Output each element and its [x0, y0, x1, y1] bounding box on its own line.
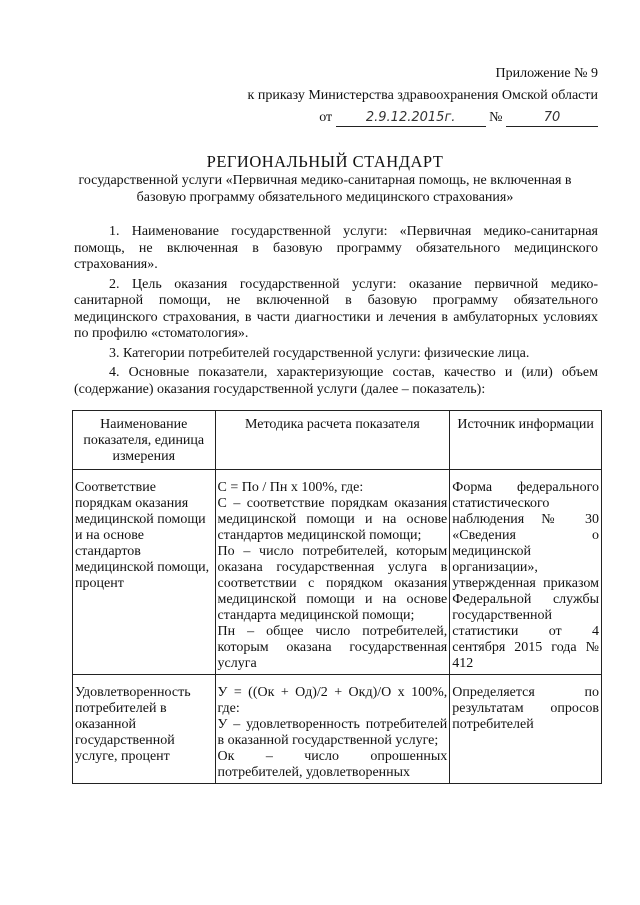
- order-date-field: 2.9.12.2015г.: [336, 110, 486, 127]
- paragraph-2: 2. Цель оказания государственной услуги: оказание первичной медико-санитарной помощи, не включенной в базовую программу обязательного медицинского страхования, в части диагностики и лечения в амбулаторных условиях по профилю «стоматология».: [74, 276, 598, 341]
- from-label: от: [319, 110, 333, 125]
- paragraph-1: 1. Наименование государственной услуги: «Первичная медико-санитарная помощь, не включенная в базовую программу обязательного медицинского страхования».: [74, 224, 598, 272]
- number-label: №: [489, 110, 503, 125]
- row-2-method: У = ((Ок + Од)/2 + Окд)/О х 100%, где: У – удовлетворенность потребителей в оказанной государственной услуге; Ок – число опрошенных потребителей, удовлетворенных: [215, 675, 450, 784]
- appendix-label: Приложение № 9: [495, 66, 598, 81]
- order-number-field: 70: [506, 110, 598, 127]
- row-1-method: С = По / Пн х 100%, где: С – соответствие порядкам оказания медицинской помощи и на основе стандартов медицинской помощи; По – число потребителей, которым оказана государственная услуга в соответствии с порядком оказания медицинской помощи и на основе стандарта медицинской помощи; Пн – общее число потребителей, которым оказана государственная услуга: [215, 470, 450, 675]
- row-1-name: Соответствие порядкам оказания медицинской помощи и на основе стандартов медицинской помощи, процент: [73, 470, 216, 675]
- table-row: [73, 675, 602, 784]
- header-method: Методика расчета показателя: [215, 411, 450, 470]
- indicators-table: [72, 410, 602, 784]
- paragraph-3: 3. Категории потребителей государственной услуги: физические лица.: [109, 345, 530, 361]
- order-reference: [248, 108, 598, 128]
- row-2-name: Удовлетворенность потребителей в оказанной государственной услуге, процент: [73, 675, 216, 784]
- header-source: Источник информации: [450, 411, 602, 470]
- document-subtitle: государственной услуги «Первичная медико-санитарная помощь, не включенная в базовую программу обязательного медицинского страхования»: [78, 173, 572, 205]
- table-row: [73, 470, 602, 675]
- header-indicator-name: Наименование показателя, единица измерения: [73, 411, 216, 470]
- row-1-source: Форма федерального статистического наблюдения № 30 «Сведения о медицинской организации», утвержденная приказом Федеральной службы государственной статистики от 4 сентября 2015 года № 412: [450, 470, 602, 675]
- document-title: РЕГИОНАЛЬНЫЙ СТАНДАРТ: [206, 152, 444, 171]
- order-line: к приказу Министерства здравоохранения Омской области: [247, 88, 598, 103]
- appendix-header: [248, 64, 598, 128]
- row-2-source: Определяется по результатам опросов потребителей: [450, 675, 602, 784]
- paragraph-4: 4. Основные показатели, характеризующие состав, качество и (или) объем (содержание) оказания государственной услуги (далее – показатель):: [74, 365, 598, 397]
- document-body: [74, 224, 598, 401]
- table-header-row: [73, 411, 602, 470]
